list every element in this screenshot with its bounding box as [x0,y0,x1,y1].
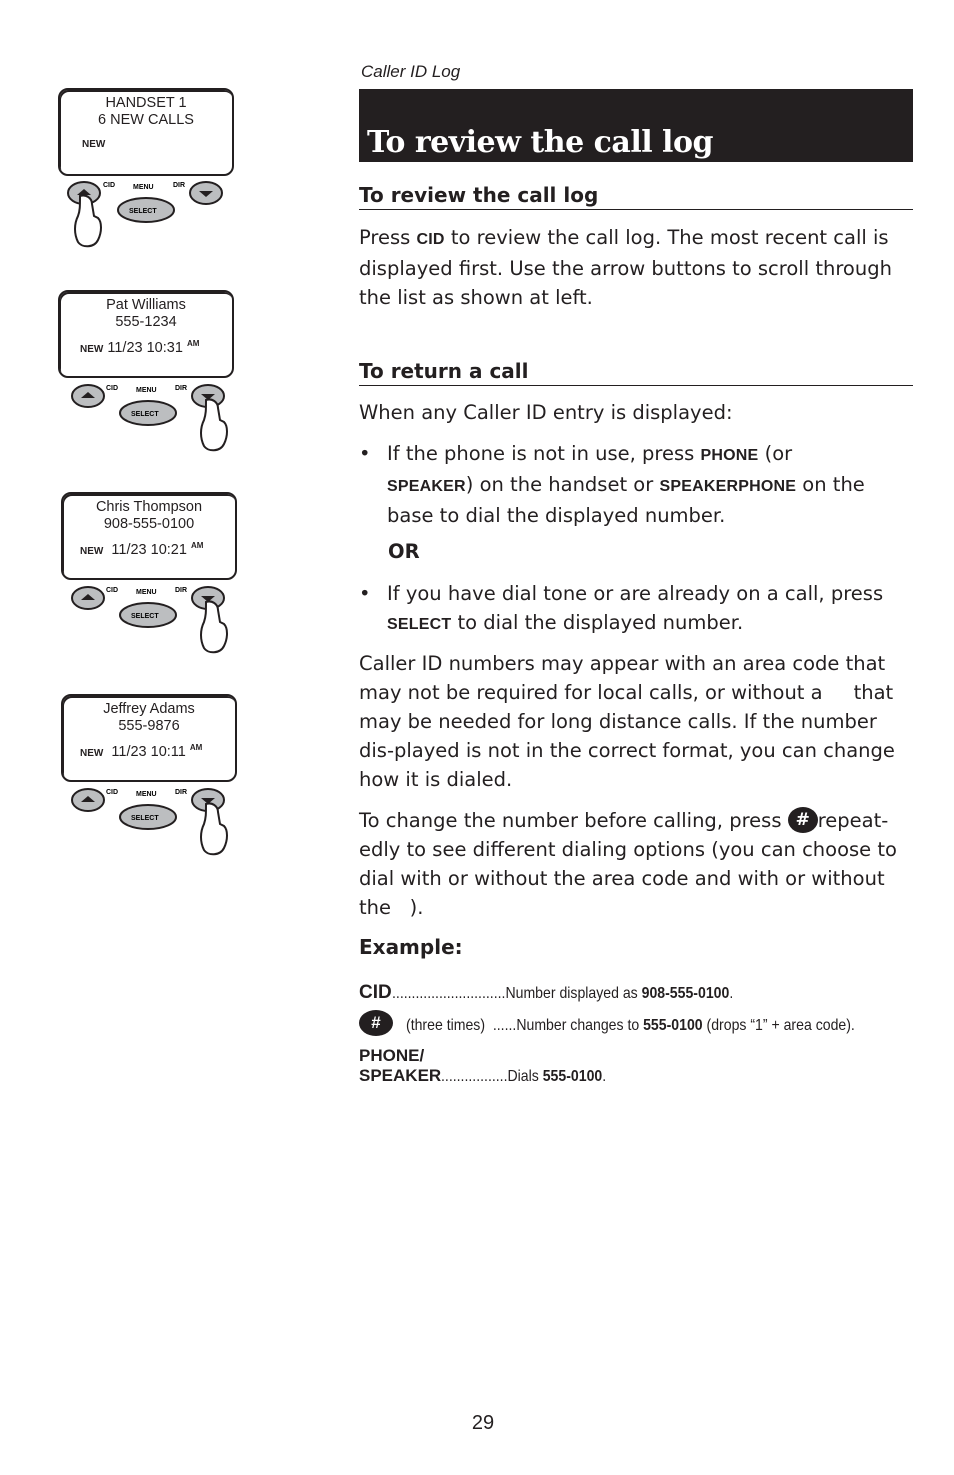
return-intro: When any Caller ID entry is displayed: [359,401,733,424]
keypad-buttons-3 [60,580,240,664]
handset-display-2 [58,290,234,378]
cid-key: CID [416,231,445,248]
review-paragraph: Press CID to review the call log. The most recent call is displayed first. Use the arrow buttons to scroll through the list as shown at left. [359,226,892,309]
handset-display-3 [61,492,237,580]
phone-key: PHONE [700,447,759,464]
display-time: 11/23 10:11 [103,744,186,760]
example-row-2: # (three times) ......Number changes to 555-0100 (drops “1” + area code). [359,1010,916,1036]
review-heading: To review the call log [359,183,913,210]
new-indicator: NEW [80,546,104,557]
keypad-buttons-1 [60,176,240,256]
handset-display-1 [58,88,234,176]
display-line-1: Jeffrey Adams [103,701,195,717]
cid-key: CID [359,982,392,1003]
handset-display-4 [61,694,237,782]
hash-key-icon: # [359,1010,393,1036]
example-heading: Example: [359,935,463,959]
display-line-1: HANDSET 1 [105,95,187,111]
bullet-2: • If you have dial tone or are already on a call, press SELECT to dial the displayed number. [359,579,915,639]
display-line-2: 555-1234 [115,314,177,330]
dir-label: DIR [175,385,188,392]
dir-label: DIR [175,587,188,594]
menu-label: MENU [136,791,157,798]
display-line-1: Chris Thompson [95,499,203,515]
select-key: SELECT [387,616,452,633]
new-indicator: NEW [80,344,104,355]
cid-label: CID [106,587,119,594]
new-indicator: NEW [80,748,104,759]
pointing-finger-icon [201,601,227,652]
example-row-3: PHONE/ SPEAKER.................Dials 555-0100. [359,1046,629,1086]
select-label: SELECT [131,411,159,418]
page-number: 29 [471,1412,495,1434]
ampm-indicator: AM [190,541,204,550]
menu-label: MENU [136,387,157,394]
pointing-finger-icon [75,195,101,246]
pointing-finger-icon [201,803,227,854]
menu-label: MENU [133,184,154,191]
menu-label: MENU [136,589,157,596]
display-line-2: 908-555-0100 [103,516,195,532]
cid-label: CID [106,385,119,392]
speaker-key: SPEAKER [359,1066,442,1085]
display-time: 11/23 10:31 [103,340,183,356]
ampm-indicator: AM [186,339,200,348]
title-bar [359,89,913,162]
bullet-1: • If the phone is not in use, press PHONE (or SPEAKER) on the handset or SPEAKERPHONE on the base to dial the displayed number. [359,439,915,530]
bullet-dot: • [359,582,371,605]
return-heading: To return a call [359,359,913,386]
display-time: 11/23 10:21 [103,542,187,558]
change-number-paragraph: To change the number before calling, press # repeat-edly to see different dialing options (you can choose to dial with or without the area code and with or without the ). [359,809,904,919]
speaker-key: SPEAKER [387,478,466,495]
select-label: SELECT [131,815,159,822]
dir-label: DIR [175,789,188,796]
page-title: To review the call log [367,125,713,160]
or-label: OR [388,540,420,563]
keypad-buttons-4 [60,782,240,866]
display-line-2: 6 NEW CALLS [98,112,194,128]
keypad-buttons-2 [60,378,240,462]
cid-label: CID [106,789,119,796]
hash-key-icon: # [788,807,818,833]
example-row-1: CID.............................Number displayed as 908-555-0100. [359,982,733,1003]
speakerphone-key: SPEAKERPHONE [659,478,797,495]
select-label: SELECT [131,613,159,620]
phone-key: PHONE/ [359,1046,425,1065]
display-line-2: 555-9876 [118,718,180,734]
bullet-dot: • [359,442,371,465]
ampm-indicator: AM [189,743,203,752]
section-label: Caller ID Log [361,62,461,81]
dir-label: DIR [173,182,186,189]
new-indicator: NEW [82,139,106,150]
area-code-paragraph: Caller ID numbers may appear with an area code that may not be required for local calls, or without a that may be needed for long distance calls. If the number dis-played is not in the correct format, you can change how it is dialed. [359,652,902,791]
select-label: SELECT [129,208,157,215]
pointing-finger-icon [201,399,227,450]
cid-label: CID [103,182,116,189]
display-line-1: Pat Williams [106,297,186,313]
